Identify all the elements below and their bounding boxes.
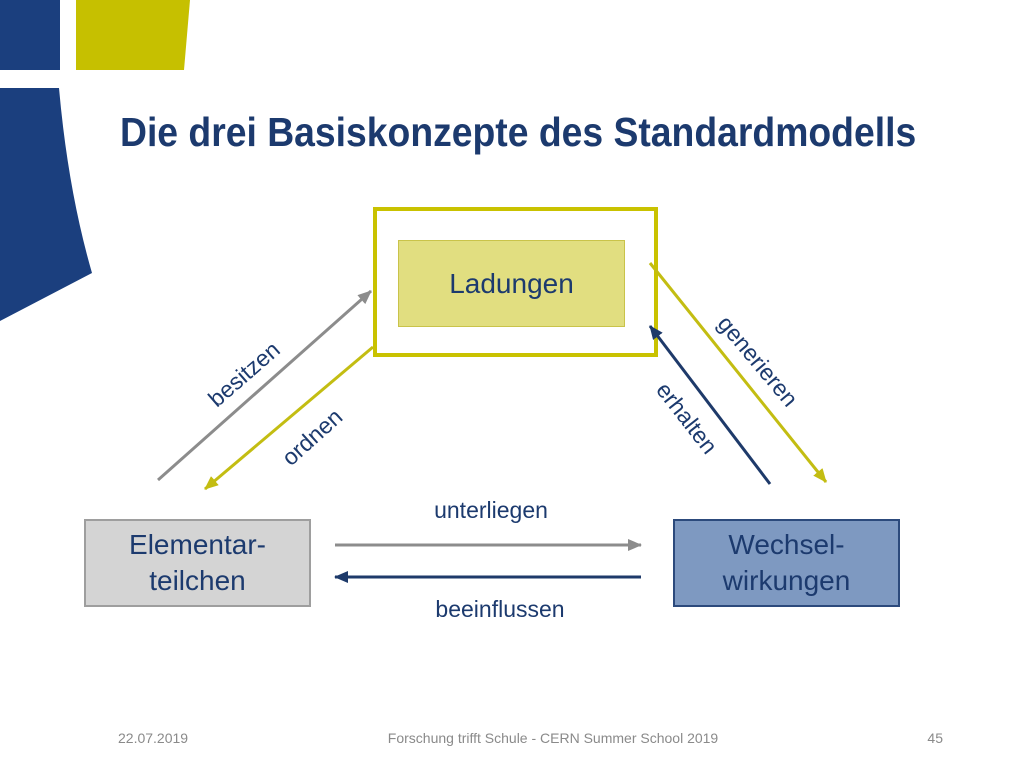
edge-label-charges-to-particles: ordnen xyxy=(276,403,348,471)
node-interactions-line-2: wirkungen xyxy=(722,565,851,596)
node-charges-label: Ladungen xyxy=(449,267,574,299)
page-number: 45 xyxy=(927,730,943,746)
footer-date: 22.07.2019 xyxy=(118,730,189,746)
arrow-charges-to-particles xyxy=(205,347,373,489)
edge-label-interactions-to-particles: beeinflussen xyxy=(435,596,565,622)
footer-text: Forschung trifft Schule - CERN Summer School 2019 xyxy=(387,730,719,746)
slide-title: Die drei Basiskonzepte des Standardmodells xyxy=(120,109,917,155)
deco-yellow-block xyxy=(76,0,190,70)
node-particles-line-2: teilchen xyxy=(149,565,246,596)
edge-label-interactions-to-charges: erhalten xyxy=(651,377,723,459)
node-charges xyxy=(398,240,625,327)
node-elementary-particles xyxy=(84,519,311,607)
node-interactions-line-1: Wechsel- xyxy=(728,529,845,560)
edge-label-charges-to-interactions: generieren xyxy=(712,310,804,412)
node-interactions xyxy=(673,519,900,607)
corner-decoration xyxy=(0,0,200,330)
edge-label-particles-to-charges: besitzen xyxy=(203,336,285,412)
deco-blue-block xyxy=(0,0,60,70)
arrow-charges-to-interactions xyxy=(650,263,826,482)
edge-label-particles-to-interactions: unterliegen xyxy=(434,497,548,523)
deco-blue-swoosh xyxy=(0,88,92,321)
node-particles-line-1: Elementar- xyxy=(129,529,266,560)
arrow-interactions-to-charges xyxy=(650,326,770,484)
